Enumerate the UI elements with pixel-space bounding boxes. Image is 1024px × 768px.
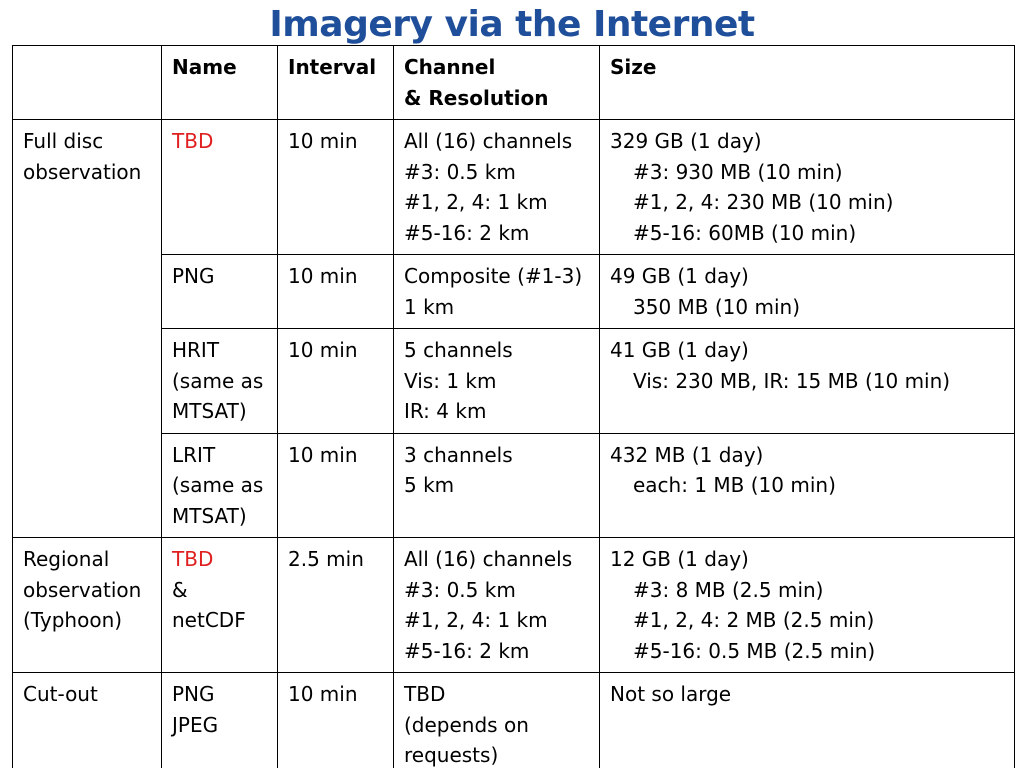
channel-cell: All (16) channels #3: 0.5 km #1, 2, 4: 1 km #5-16: 2 km [394,120,600,255]
imagery-table [12,45,1015,768]
size-detail: 350 MB (10 min) [633,294,800,319]
interval-cell: 10 min [278,673,394,768]
size-detail: #3: 8 MB (2.5 min) #1, 2, 4: 2 MB (2.5 min) #5-16: 0.5 MB (2.5 min) [633,577,876,663]
channel-cell: Composite (#1-3) 1 km [394,255,600,329]
channel-cell: 5 channels Vis: 1 km IR: 4 km [394,329,600,434]
name-cell: HRIT (same as MTSAT) [162,329,278,434]
header-cell-empty [13,46,162,120]
header-size: Size [600,46,1015,120]
table-row [13,329,1015,434]
table-row [13,673,1015,768]
name-cell: PNG JPEG [162,673,278,768]
channel-cell: TBD (depends on requests) [394,673,600,768]
table-row [13,255,1015,329]
name-cell: TBD [162,120,278,255]
size-total: 49 GB (1 day) [610,264,749,288]
name-rest: & netCDF [172,577,246,632]
size-cell [600,120,1015,255]
interval-cell: 10 min [278,120,394,255]
size-cell [600,329,1015,434]
channel-cell: All (16) channels #3: 0.5 km #1, 2, 4: 1 km #5-16: 2 km [394,538,600,673]
header-name: Name [162,46,278,120]
interval-cell: 10 min [278,433,394,538]
size-total: 12 GB (1 day) [610,547,749,571]
size-cell: Not so large [600,673,1015,768]
size-cell [600,433,1015,538]
table-row [13,433,1015,538]
header-interval: Interval [278,46,394,120]
size-total: 432 MB (1 day) [610,442,764,467]
size-cell [600,255,1015,329]
name-cell: PNG [162,255,278,329]
size-total: 329 GB (1 day) [610,129,762,153]
group-full-disc: Full disc observation [13,120,162,538]
interval-cell: 10 min [278,329,394,434]
interval-cell: 2.5 min [278,538,394,673]
size-cell [600,538,1015,673]
header-row [13,46,1015,120]
table-row [13,538,1015,673]
size-detail: #3: 930 MB (10 min) #1, 2, 4: 230 MB (10 min) #5-16: 60MB (10 min) [633,159,894,245]
size-detail: Vis: 230 MB, IR: 15 MB (10 min) [633,368,951,393]
name-highlight: TBD [172,547,214,571]
size-total: 41 GB (1 day) [610,338,749,362]
group-regional: Regional observation (Typhoon) [13,538,162,673]
interval-cell: 10 min [278,255,394,329]
name-cell [162,538,278,673]
name-cell: LRIT (same as MTSAT) [162,433,278,538]
slide-title: Imagery via the Internet [269,4,755,45]
group-cutout: Cut-out [13,673,162,768]
header-channel-resolution: Channel & Resolution [394,46,600,120]
table-row [13,120,1015,255]
channel-cell: 3 channels 5 km [394,433,600,538]
size-detail: each: 1 MB (10 min) [633,473,836,497]
